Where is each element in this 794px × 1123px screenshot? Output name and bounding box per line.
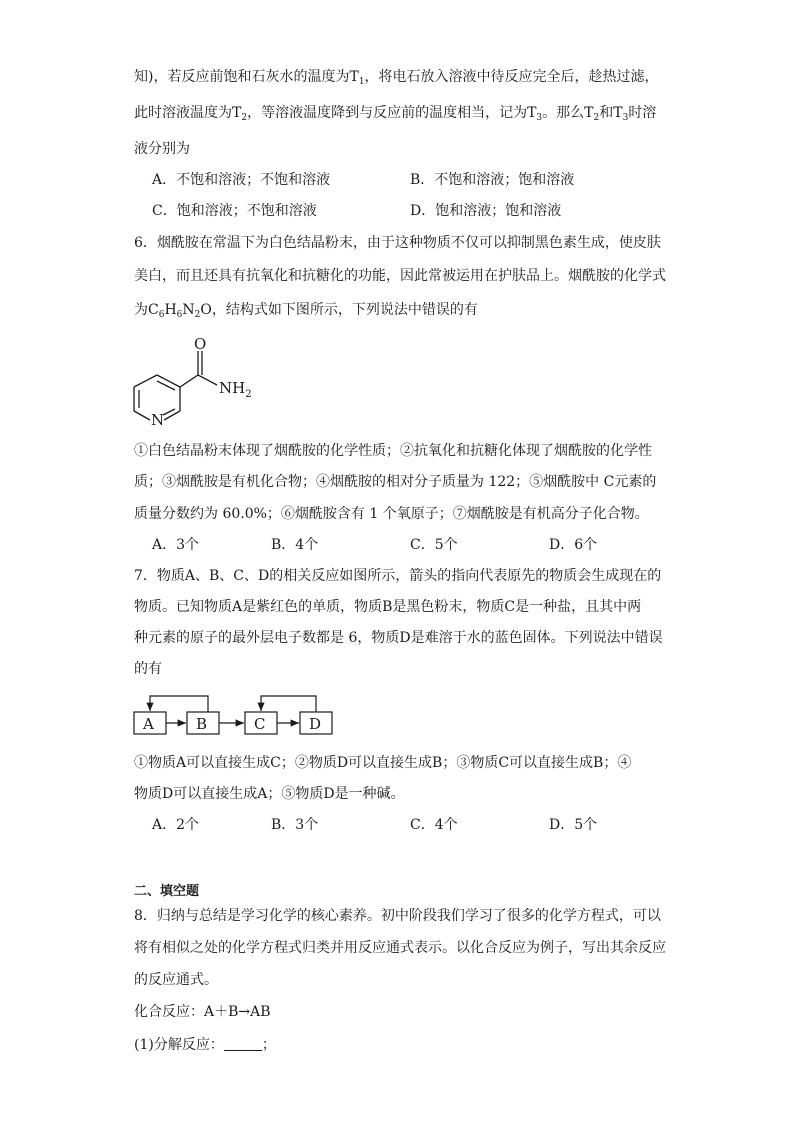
- section-heading-fill-in: 二、填空题: [134, 884, 200, 899]
- q7-statement-line-1: ①物质A可以直接生成C；②物质D可以直接生成B；③物质C可以直接生成B；④: [134, 755, 632, 771]
- ring-bond: [134, 375, 157, 387]
- box-a-label: A: [143, 715, 154, 733]
- q6-line-2: 美白，而且还具有抗氧化和抗糖化的功能，因此常被运用在护肤品上。烟酰胺的化学式: [134, 268, 666, 284]
- q5-option-b: B．不饱和溶液；饱和溶液: [410, 172, 575, 188]
- q5-option-c: C．饱和溶液；不饱和溶液: [152, 203, 317, 219]
- q8-line-1: 8．归纳与总结是学习化学的核心素养。初中阶段我们学习了很多的化学方程式，可以: [134, 908, 661, 924]
- q6-line-1: 6．烟酰胺在常温下为白色结晶粉末，由于这种物质不仅可以抑制黑色素生成，使皮肤: [134, 235, 661, 251]
- q6-statement-line-1: ①白色结晶粉末体现了烟酰胺的化学性质；②抗氧化和抗糖化体现了烟酰胺的化学性: [134, 443, 652, 459]
- q7-statement-line-2: 物质D可以直接生成A；⑤物质D是一种碱。: [134, 786, 405, 802]
- q8-line-3: 的反应通式。: [134, 972, 218, 988]
- q6-statement-line-2: 质；③烟酰胺是有机化合物；④烟酰胺的相对分子质量为 122；⑤烟酰胺中 C元素的: [134, 474, 657, 490]
- q5-option-d: D．饱和溶液；饱和溶液: [410, 203, 562, 219]
- box-c-label: C: [254, 715, 266, 733]
- q7-line-1: 7．物质A、B、C、D的相关反应如图所示，箭头的指向代表原先的物质会生成现在的: [134, 568, 662, 584]
- arrow-d-to-c: [261, 696, 316, 712]
- q7-option-b: B．3个: [271, 817, 319, 833]
- q6-option-b: B．4个: [271, 537, 319, 553]
- q8-line-4: 化合反应：A＋B→AB: [134, 1004, 271, 1020]
- q6-line-3: 为$C_6H_6N_2O$，结构式如下图所示，下列说法中错误的有: [134, 302, 478, 320]
- oxygen-label: O: [194, 335, 207, 353]
- box-b-label: B: [196, 715, 208, 733]
- q7-option-d: D．5个: [549, 817, 598, 833]
- q8-line-5: (1)分解反应： ；: [134, 1037, 276, 1053]
- q7-line-2: 物质。已知物质A是紫红色的单质，物质B是黑色粉末，物质C是一种盐，且其中两: [134, 599, 642, 615]
- arrow-b-to-a: [150, 696, 208, 712]
- nicotinamide-structure-diagram: [125, 333, 265, 433]
- q7-line-4: 的有: [134, 661, 162, 677]
- q6-option-c: C．5个: [410, 537, 458, 553]
- q6-statement-line-3: 质量分数约为 60.0%；⑥烟酰胺含有 1 个氧原子；⑦烟酰胺是有机高分子化合物。: [134, 506, 649, 522]
- q6-option-d: D．6个: [549, 537, 598, 553]
- nitrogen-label: N: [151, 411, 165, 429]
- ring-bond: [164, 411, 180, 420]
- q5-line-1: 知)，若反应前饱和石灰水的温度为$T_1$，将电石放入溶液中待反应完全后，趁热过滤，: [134, 69, 659, 87]
- q5-line-3: 液分别为: [134, 141, 190, 157]
- ring-bond: [157, 375, 180, 387]
- q7-line-3: 种元素的原子的最外层电子数都是 6，物质D是难溶于水的蓝色固体。下列说法中错误: [134, 630, 663, 646]
- q7-option-c: C．4个: [410, 817, 458, 833]
- q5-line-2: 此时溶液温度为$T_2$，等溶液温度降到与反应前的温度相当，记为$T_3$。那么$T_2$和$T_3$时溶: [134, 105, 657, 123]
- reaction-relation-diagram: [128, 690, 338, 740]
- answer-blank[interactable]: [224, 1036, 262, 1051]
- q7-option-a: A．2个: [152, 817, 200, 833]
- q6-option-a: A．3个: [152, 537, 200, 553]
- ring-bond: [134, 411, 150, 420]
- q5-option-a: A．不饱和溶液；不饱和溶液: [152, 172, 331, 188]
- nh2-label: $NH_2$: [219, 379, 252, 400]
- q8-line-2: 将有相似之处的化学方程式归类并用反应通式表示。以化合反应为例子，写出其余反应: [134, 940, 666, 956]
- box-d-label: D: [309, 715, 322, 733]
- amide-bond: [180, 375, 198, 387]
- amide-bond: [198, 375, 217, 385]
